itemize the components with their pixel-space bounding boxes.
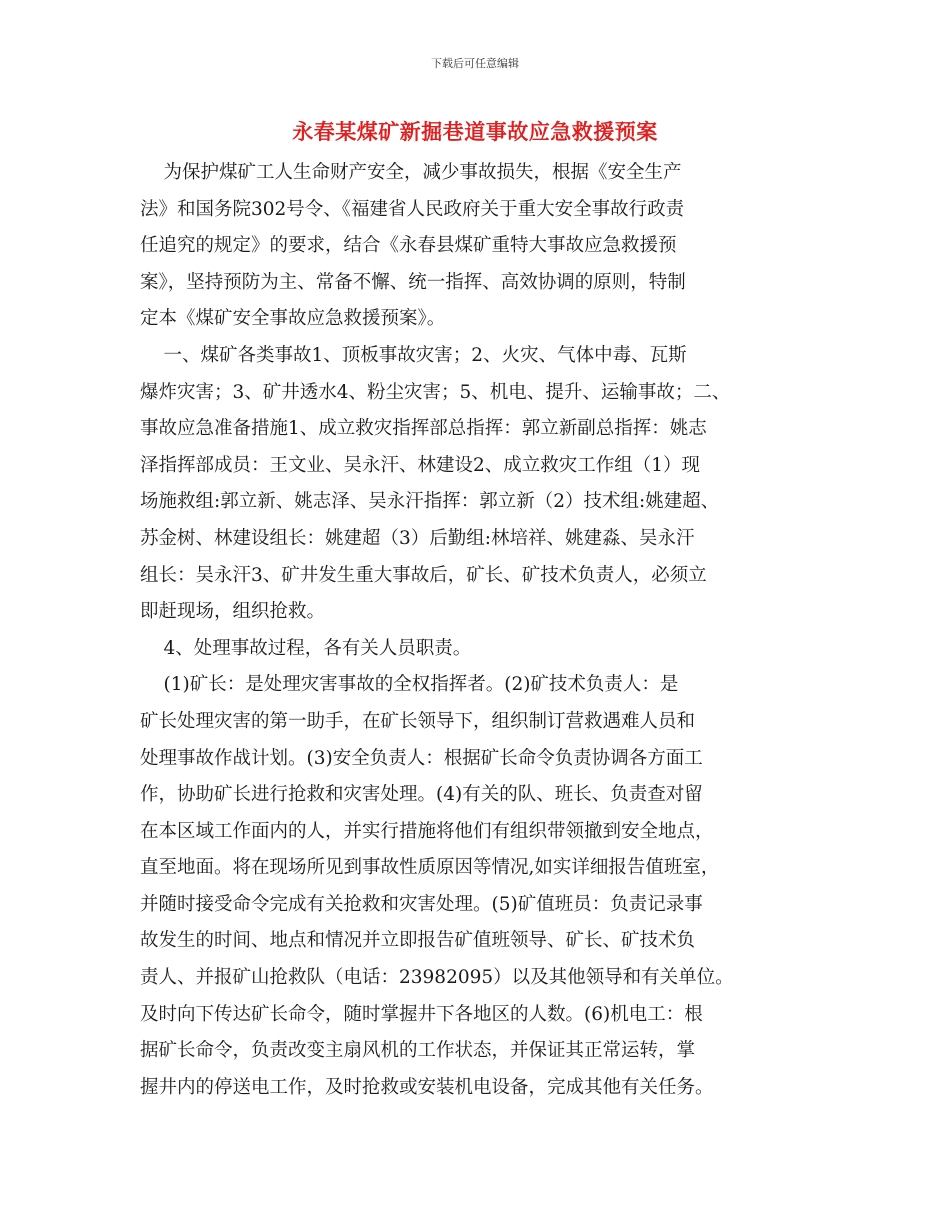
body-line: 场施救组:郭立新、姚志泽、吴永汗指挥：郭立新（2）技术组:姚建超、: [140, 491, 720, 513]
body-line: 矿长处理灾害的第一助手，在矿长领导下，组织制订营救遇难人员和: [140, 710, 696, 732]
body-line: 爆炸灾害；3、矿井透水4、粉尘灾害；5、机电、提升、运输事故；二、: [140, 381, 731, 403]
body-line: 定本《煤矿安全事故应急救援预案》。: [140, 308, 446, 330]
body-line: 作，协助矿长进行抢救和灾害处理。(4)有关的队、班长、负责查对留: [140, 784, 703, 806]
body-line: 据矿长命令，负责改变主扇风机的工作状态，并保证其正常运转，掌: [140, 1040, 696, 1062]
body-line: 处理事故作战计划。(3)安全负责人：根据矿长命令负责协调各方面工: [140, 747, 703, 769]
body-line: 4、处理事故过程，各有关人员职责。: [140, 637, 472, 659]
body-line: 法》和国务院302号令、《福建省人民政府关于重大安全事故行政责: [140, 198, 685, 220]
body-line: 为保护煤矿工人生命财产安全，减少事故损失，根据《安全生产: [140, 162, 682, 183]
body-line: 并随时接受命令完成有关抢救和灾害处理。(5)矿值班员：负责记录事: [140, 893, 703, 915]
body-line: 事故应急准备措施1、成立救灾指挥部总指挥：郭立新副总指挥：姚志: [140, 418, 707, 440]
body-line: 责人、并报矿山抢救队（电话：23982095）以及其他领导和有关单位。: [140, 967, 734, 989]
body-line: 一、煤矿各类事故1、顶板事故灾害；2、火灾、气体中毒、瓦斯: [140, 344, 687, 366]
body-line: 及时向下传达矿长命令，随时掌握井下各地区的人数。(6)机电工：根: [140, 1003, 703, 1025]
body-line: (1)矿长：是处理灾害事故的全权指挥者。(2)矿技术负责人：是: [140, 674, 679, 696]
body-line: 故发生的时间、地点和情况并立即报告矿值班领导、矿长、矿技术负: [140, 930, 696, 952]
header-note: 下载后可任意编辑: [431, 57, 519, 70]
document-title: 永春某煤矿新掘巷道事故应急救援预案: [292, 120, 658, 144]
body-line: 在本区域工作面内的人，并实行措施将他们有组织带领撤到安全地点，: [140, 820, 714, 842]
body-line: 即赶现场，组织抢救。: [140, 601, 326, 623]
body-line: 直至地面。将在现场所见到事故性质原因等情况,如实详细报告值班室，: [140, 857, 720, 879]
body-line: 组长：吴永汗3、矿井发生重大事故后，矿长、矿技术负责人，必须立: [140, 564, 707, 586]
body-line: 苏金树、林建设组长：姚建超（3）后勤组:林培祥、姚建淼、吴永汗: [140, 527, 695, 549]
body-line: 任追究的规定》的要求，结合《永春县煤矿重特大事故应急救援预: [140, 235, 677, 257]
body-line: 握井内的停送电工作，及时抢救或安装机电设备，完成其他有关任务。: [140, 1076, 714, 1098]
body-line: 案》，坚持预防为主、常备不懈、统一指挥、高效协调的原则，特制: [140, 271, 686, 293]
document-body: [140, 155, 820, 1106]
body-line: 泽指挥部成员：王文业、吴永汗、林建设2、成立救灾工作组（1）现: [140, 454, 701, 476]
